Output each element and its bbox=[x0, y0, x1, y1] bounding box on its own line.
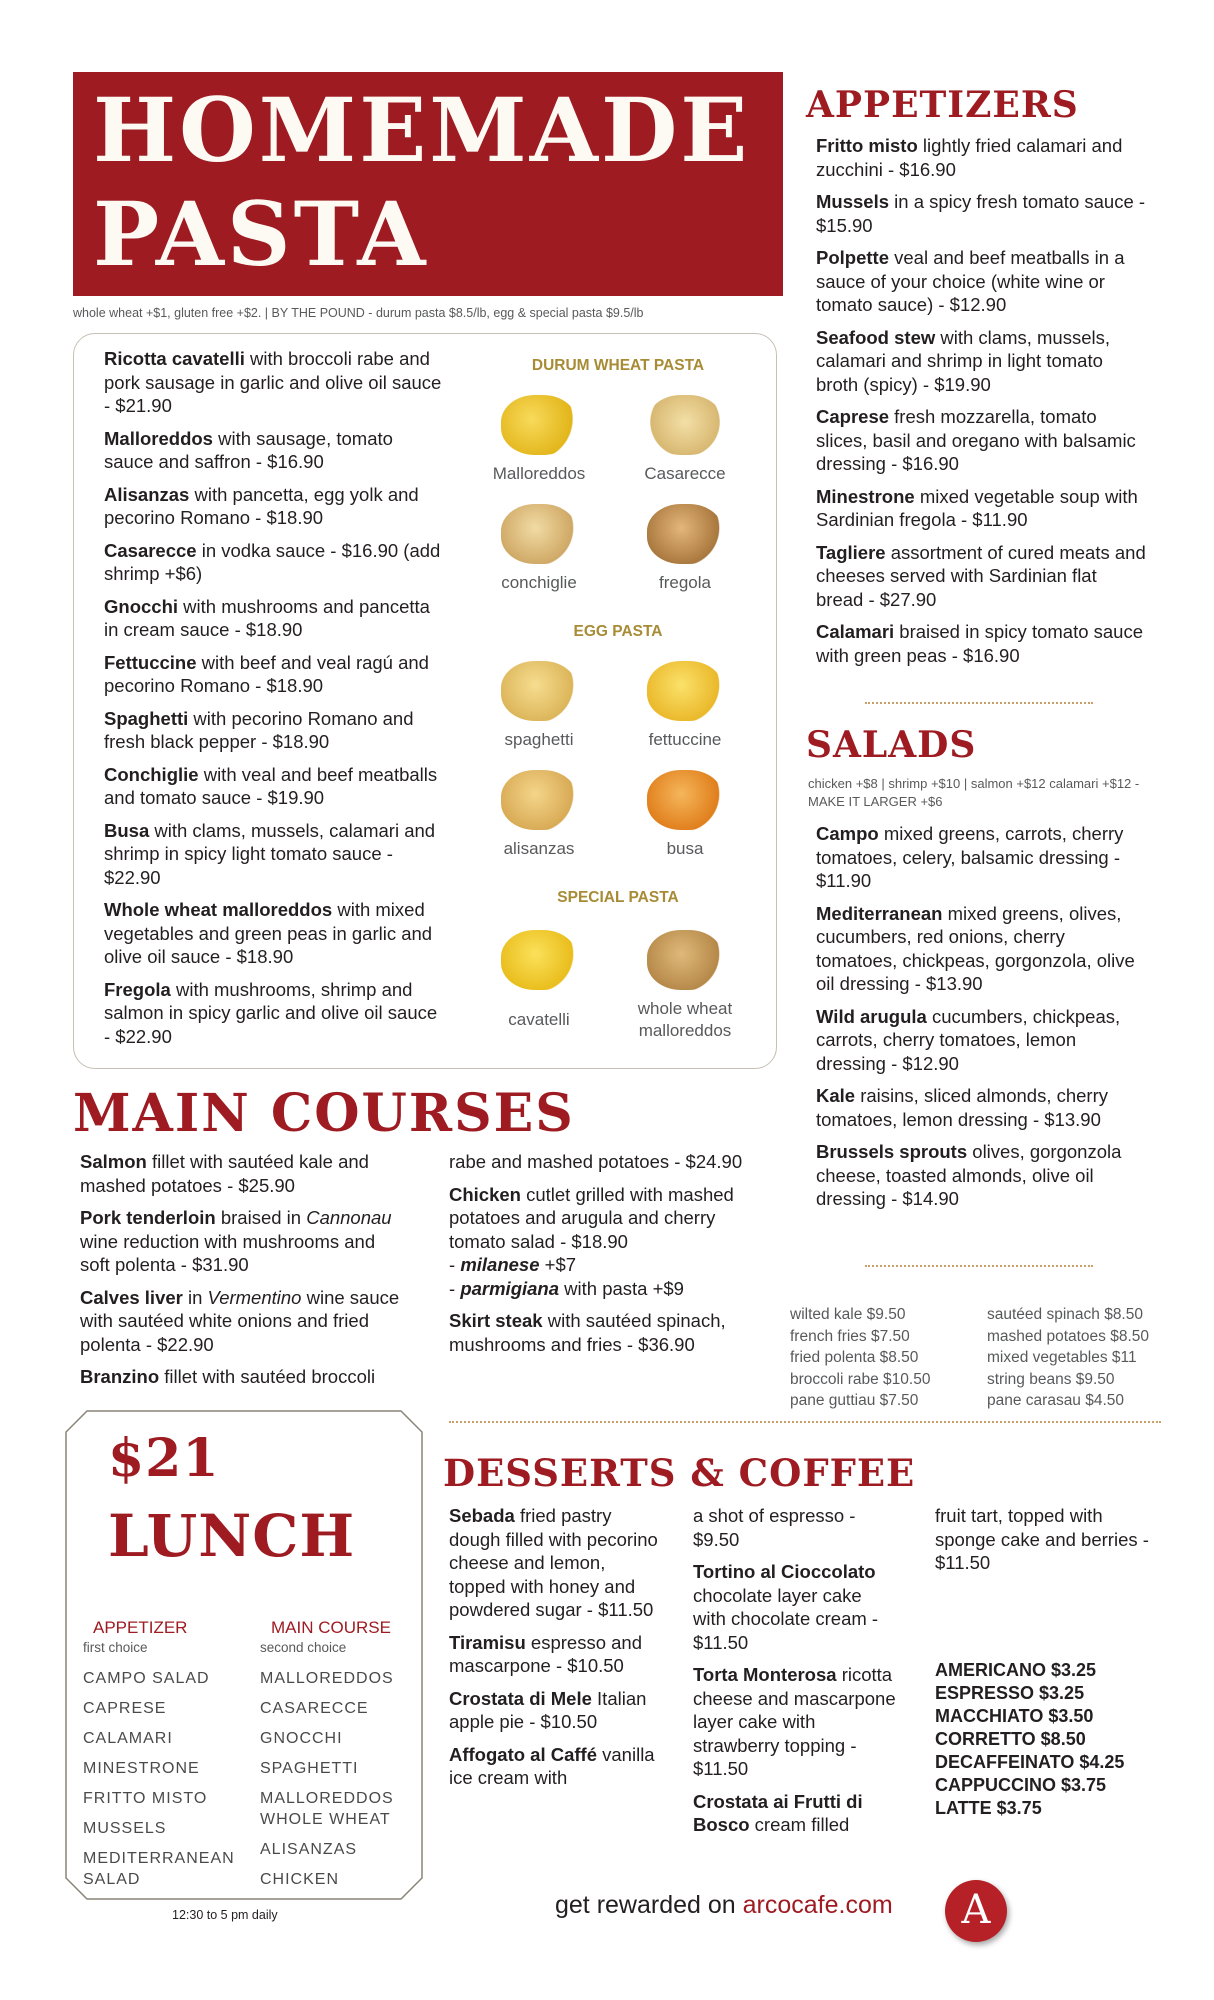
pasta-dish: Fettuccine with beef and veal ragú and pecorino Romano - $18.90 bbox=[104, 651, 429, 696]
salads-list bbox=[816, 822, 1146, 1220]
menu-item-branzino: Branzino fillet with sautéed broccoli bbox=[80, 1366, 376, 1387]
banner-line-2: PASTA bbox=[93, 182, 429, 286]
pasta-type-malloreddos: Malloreddos bbox=[466, 395, 612, 485]
pasta-type-conchiglie: conchiglie bbox=[466, 504, 612, 594]
dessert-item: Tortino al Cioccolato chocolate layer cake with chocolate cream - $11.50 bbox=[693, 1561, 879, 1653]
coffee-item: LATTE $3.75 bbox=[935, 1798, 1042, 1818]
malloreddos-image bbox=[501, 395, 577, 455]
side-item: wilted kale $9.50 bbox=[790, 1306, 906, 1323]
coffee-item: AMERICANO $3.25 bbox=[935, 1660, 1097, 1680]
pasta-dish: Ricotta cavatelli with broccoli rabe and pork sausage in garlic and olive oil sauce - $21.90 bbox=[104, 348, 442, 416]
coffee-item: ESPRESSO $3.25 bbox=[935, 1683, 1085, 1703]
pasta-dish: Fregola with mushrooms, shrimp and salmon in spicy garlic and olive oil sauce - $22.90 bbox=[104, 978, 438, 1047]
fregola-image bbox=[647, 504, 723, 564]
pasta-type-spaghetti: spaghetti bbox=[466, 661, 612, 751]
side-item: fried polenta $8.50 bbox=[790, 1349, 919, 1366]
appetizer-item: Mussels in a spicy fresh tomato sauce - $15.90 bbox=[816, 191, 1146, 236]
coffee-item: CORRETTO $8.50 bbox=[935, 1729, 1086, 1749]
salad-item: Kale raisins, sliced almonds, cherry tomatoes, lemon dressing - $13.90 bbox=[816, 1085, 1108, 1130]
side-item: mixed vegetables $11 bbox=[987, 1349, 1137, 1366]
egg-pasta-title: EGG PASTA bbox=[573, 623, 663, 640]
salad-item: Campo mixed greens, carrots, cherry tomatoes, celery, balsamic dressing - $11.90 bbox=[816, 823, 1124, 891]
reward-line: get rewarded on arcocafe.com bbox=[555, 1891, 893, 1919]
menu-item-calves-liver: Calves liver in Vermentino wine sauce with sautéed white onions and fried polenta - $22.90 bbox=[80, 1286, 400, 1355]
pasta-type-busa: busa bbox=[612, 770, 758, 860]
coffee-item: MACCHIATO $3.50 bbox=[935, 1706, 1094, 1726]
side-item: sautéed spinach $8.50 bbox=[987, 1306, 1143, 1323]
pasta-type-whole-wheat-malloreddos: whole wheat malloreddos bbox=[612, 930, 758, 1042]
lunch-option: CALAMARI bbox=[83, 1730, 173, 1747]
pasta-dish: Whole wheat malloreddos with mixed vegetables and green peas in garlic and olive oil sauce - $18.90 bbox=[104, 899, 433, 967]
pasta-type-casarecce: Casarecce bbox=[612, 395, 758, 485]
appetizer-item: Fritto misto lightly fried calamari and zucchini - $16.90 bbox=[816, 135, 1123, 180]
lunch-option: MEDITERRANEAN SALAD bbox=[83, 1850, 235, 1888]
fettuccine-image bbox=[647, 661, 723, 721]
divider bbox=[865, 1265, 1093, 1267]
lunch-main-list bbox=[260, 1668, 430, 1899]
lunch-option: MALLOREDDOS bbox=[260, 1670, 394, 1687]
desserts-title: DESSERTS & COFFEE bbox=[443, 1451, 916, 1495]
salad-item: Wild arugula cucumbers, chickpeas, carrots, cherry tomatoes, lemon dressing - $12.90 bbox=[816, 1005, 1121, 1074]
dessert-item: Crostata ai Frutti di Bosco cream filled bbox=[693, 1790, 863, 1835]
pasta-dish: Gnocchi with mushrooms and pancetta in cream sauce - $18.90 bbox=[104, 595, 430, 640]
lunch-option: MUSSELS bbox=[83, 1820, 167, 1837]
lunch-option: CASARECCE bbox=[260, 1700, 369, 1717]
divider bbox=[865, 702, 1093, 704]
menu-item-skirt-steak: Skirt steak with sautéed spinach, mushrooms and fries - $36.90 bbox=[449, 1310, 726, 1355]
dessert-item: Sebada fried pastry dough filled with pecorino cheese and lemon, topped with honey and powdered sugar - $11.50 bbox=[449, 1505, 658, 1620]
pasta-type-fettuccine: fettuccine bbox=[612, 661, 758, 751]
lunch-appetizer-label: APPETIZER bbox=[93, 1618, 188, 1637]
side-item: french fries $7.50 bbox=[790, 1327, 910, 1345]
lunch-option: MINESTRONE bbox=[83, 1760, 200, 1777]
appetizer-item: Minestrone mixed vegetable soup with Sardinian fregola - $11.90 bbox=[816, 485, 1138, 530]
lunch-option: FRITTO MISTO bbox=[83, 1790, 208, 1807]
arcocafe-link[interactable]: arcocafe.com bbox=[742, 1891, 893, 1919]
banner-line-1: HOMEMADE bbox=[93, 78, 751, 182]
dessert-item: Tiramisu espresso and mascarpone - $10.50 bbox=[449, 1631, 642, 1676]
lunch-option: SPAGHETTI bbox=[260, 1760, 359, 1777]
lunch-appetizer-sub: first choice bbox=[83, 1640, 148, 1655]
dessert-affogato-continued: a shot of espresso - $9.50 bbox=[693, 1505, 856, 1550]
pasta-dish: Casarecce in vodka sauce - $16.90 (add shrimp +$6) bbox=[104, 539, 441, 584]
main-courses-column-1 bbox=[80, 1150, 410, 1398]
sides-left-list bbox=[790, 1304, 930, 1412]
casarecce-image bbox=[647, 395, 723, 455]
busa-image bbox=[647, 770, 723, 830]
desserts-column-3 bbox=[935, 1504, 1150, 1584]
pasta-dish: Conchiglie with veal and beef meatballs and tomato sauce - $19.90 bbox=[104, 763, 438, 808]
lunch-option: ALISANZAS bbox=[260, 1841, 358, 1858]
dessert-item: Crostata di Mele Italian apple pie - $10.50 bbox=[449, 1687, 647, 1732]
spaghetti-image bbox=[501, 661, 577, 721]
appetizer-item: Polpette veal and beef meatballs in a sauce of your choice (white wine or tomato sauce) - $12.90 bbox=[816, 247, 1125, 315]
side-item: mashed potatoes $8.50 bbox=[987, 1327, 1150, 1345]
menu-item-chicken: Chicken cutlet grilled with mashed potatoes and arugula and cherry tomato salad - $18.90 - milanese +$7 - parmigiana with pasta +$9 bbox=[449, 1183, 734, 1299]
special-pasta-title: SPECIAL PASTA bbox=[557, 889, 679, 906]
menu-item-pork-tenderloin: Pork tenderloin braised in Cannonau wine reduction with mushrooms and soft polenta - $31.90 bbox=[80, 1207, 392, 1275]
arco-logo: A bbox=[945, 1880, 1007, 1942]
coffee-item: DECAFFEINATO $4.25 bbox=[935, 1752, 1125, 1772]
main-courses-column-2 bbox=[449, 1150, 769, 1365]
salad-item: Brussels sprouts olives, gorgonzola cheese, toasted almonds, olive oil dressing - $14.90 bbox=[816, 1141, 1122, 1209]
pasta-dish-list bbox=[104, 347, 444, 1057]
lunch-appetizer-list bbox=[83, 1668, 253, 1899]
dessert-item: Torta Monterosa ricotta cheese and mascarpone layer cake with strawberry topping - $11.50 bbox=[693, 1664, 896, 1779]
pasta-dish: Alisanzas with pancetta, egg yolk and pecorino Romano - $18.90 bbox=[104, 483, 419, 528]
appetizer-item: Seafood stew with clams, mussels, calamari and shrimp in light tomato broth (spicy) - $19.90 bbox=[816, 326, 1111, 395]
lunch-price: $21 bbox=[108, 1428, 220, 1489]
appetizer-item: Calamari braised in spicy tomato sauce with green peas - $16.90 bbox=[816, 621, 1144, 666]
durum-wheat-title: DURUM WHEAT PASTA bbox=[531, 357, 705, 374]
dessert-crostata-continued: fruit tart, topped with sponge cake and berries - $11.50 bbox=[935, 1505, 1149, 1573]
pasta-pricing-note: whole wheat +$1, gluten free +$2. | BY THE POUND - durum pasta $8.5/lb, egg & special pasta $9.5/lb bbox=[73, 306, 644, 320]
sides-right-list bbox=[987, 1304, 1149, 1412]
salads-addons-note: chicken +$8 | shrimp +$10 | salmon +$12 calamari +$12 - MAKE IT LARGER +$6 bbox=[808, 776, 1140, 809]
menu-item-salmon: Salmon fillet with sautéed kale and mashed potatoes - $25.90 bbox=[80, 1151, 369, 1196]
dessert-item: Affogato al Caffé vanilla ice cream with bbox=[449, 1743, 655, 1788]
desserts-column-1 bbox=[449, 1504, 664, 1799]
lunch-option: CAPRESE bbox=[83, 1700, 167, 1717]
lunch-main-label: MAIN COURSE bbox=[271, 1618, 391, 1637]
salads-title: SALADS bbox=[806, 724, 977, 766]
appetizers-title: APPETIZERS bbox=[806, 84, 1079, 126]
coffee-list bbox=[935, 1659, 1165, 1820]
alisanzas-image bbox=[501, 770, 577, 830]
pasta-type-alisanzas: alisanzas bbox=[466, 770, 612, 860]
desserts-column-2 bbox=[693, 1504, 898, 1846]
side-item: broccoli rabe $10.50 bbox=[790, 1370, 931, 1388]
pasta-dish: Malloreddos with sausage, tomato sauce and saffron - $16.90 bbox=[104, 427, 393, 472]
coffee-item: CAPPUCCINO $3.75 bbox=[935, 1775, 1107, 1795]
lunch-main-sub: second choice bbox=[260, 1640, 347, 1655]
appetizers-list bbox=[816, 134, 1146, 676]
pasta-dish: Busa with clams, mussels, calamari and shrimp in spicy light tomato sauce - $22.90 bbox=[104, 819, 436, 888]
side-item: pane guttiau $7.50 bbox=[790, 1392, 919, 1409]
menu-item-branzino-continued: rabe and mashed potatoes - $24.90 bbox=[449, 1151, 743, 1172]
lunch-title: LUNCH bbox=[108, 1502, 356, 1570]
lunch-hours: 12:30 to 5 pm daily bbox=[172, 1908, 278, 1922]
side-item: string beans $9.50 bbox=[987, 1370, 1115, 1388]
salad-item: Mediterranean mixed greens, olives, cucumbers, red onions, cherry tomatoes, chickpeas, gorgonzola, olive oil dressing - $13.90 bbox=[816, 902, 1135, 994]
lunch-option: CHICKEN bbox=[260, 1871, 340, 1888]
divider bbox=[449, 1421, 1161, 1423]
conchiglie-image bbox=[501, 504, 577, 564]
lunch-option: GNOCCHI bbox=[260, 1730, 343, 1747]
appetizer-item: Caprese fresh mozzarella, tomato slices, basil and oregano with balsamic dressing - $16.90 bbox=[816, 406, 1136, 474]
cavatelli-image bbox=[501, 930, 577, 990]
main-courses-title: MAIN COURSES bbox=[73, 1083, 575, 1144]
pasta-type-fregola: fregola bbox=[612, 504, 758, 594]
pasta-dish: Spaghetti with pecorino Romano and fresh black pepper - $18.90 bbox=[104, 707, 414, 752]
lunch-option: CAMPO SALAD bbox=[83, 1670, 210, 1687]
pasta-type-cavatelli: cavatelli bbox=[466, 930, 612, 1031]
whole-wheat-malloreddos-image bbox=[647, 930, 723, 990]
lunch-option: MALLOREDDOS WHOLE WHEAT bbox=[260, 1790, 394, 1828]
homemade-pasta-banner bbox=[73, 72, 783, 296]
appetizer-item: Tagliere assortment of cured meats and cheeses served with Sardinian flat bread - $27.90 bbox=[816, 541, 1146, 610]
side-item: pane carasau $4.50 bbox=[987, 1392, 1125, 1409]
